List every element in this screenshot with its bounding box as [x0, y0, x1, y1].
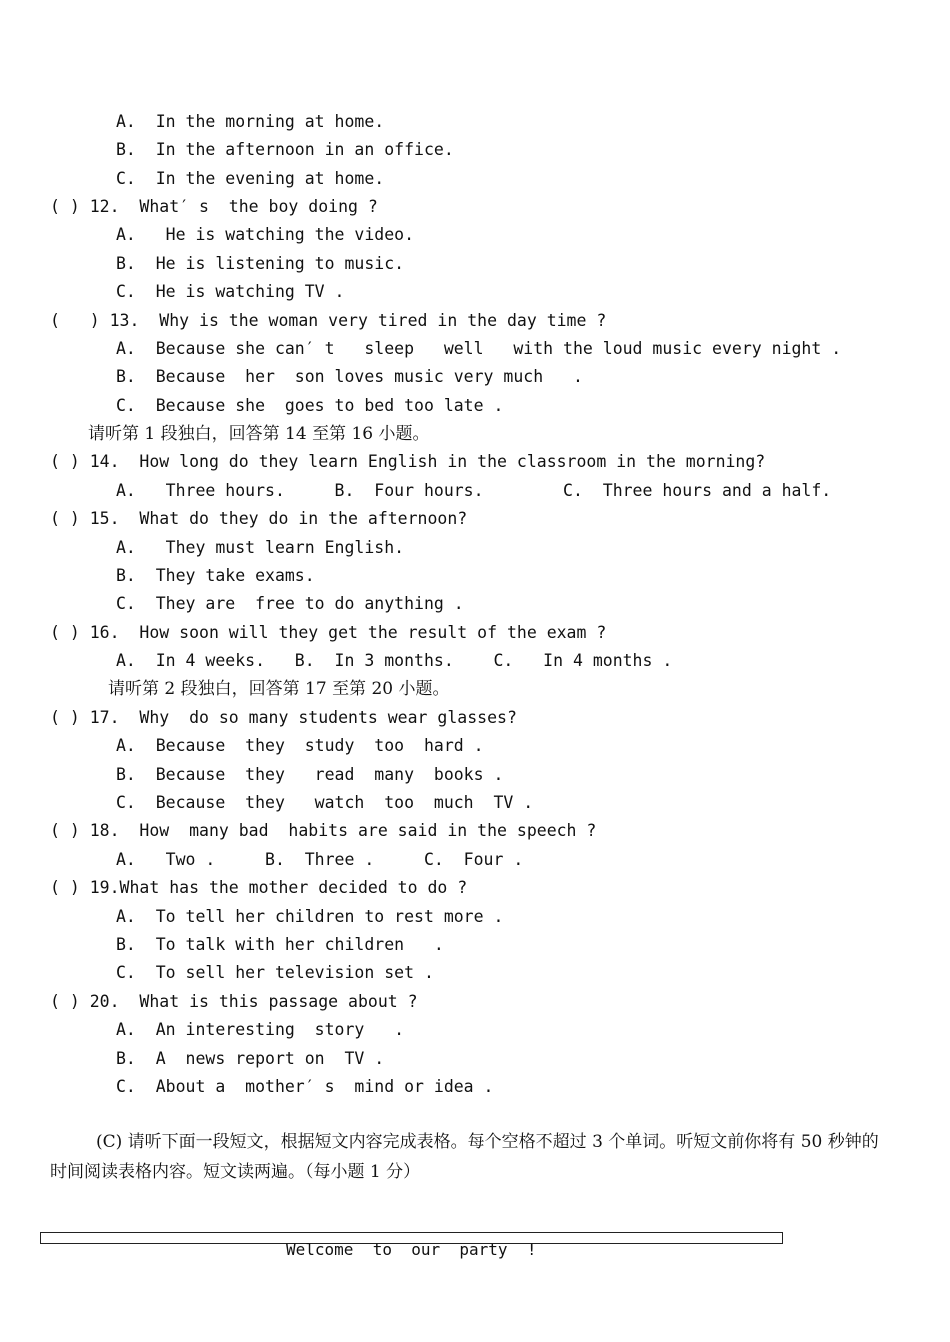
answer-option: C. They are free to do anything . [116, 594, 464, 613]
question-line: ( ) 12. What′ s the boy doing ? [50, 197, 378, 216]
question-line: ( ) 16. How soon will they get the result of the exam ? [50, 623, 607, 642]
section-heading: 请听第 1 段独白，回答第 14 至第 16 小题。 [88, 424, 430, 444]
answer-option: A. Two . B. Three . C. Four . [116, 850, 524, 869]
answer-option: C. Because they watch too much TV . [116, 793, 534, 812]
answer-option: A. An interesting story . [116, 1020, 405, 1039]
question-line: ( ) 20. What is this passage about ? [50, 992, 418, 1011]
question-line: ( ) 14. How long do they learn English in the classroom in the morning? [50, 452, 766, 471]
answer-option: B. They take exams. [116, 566, 315, 585]
answer-option: B. Because they read many books . [116, 765, 504, 784]
answer-option: C. Because she goes to bed too late . [116, 396, 504, 415]
question-line: ( ) 18. How many bad habits are said in the speech ? [50, 821, 597, 840]
answer-option: C. About a mother′ s mind or idea . [116, 1077, 494, 1096]
answer-option: C. In the evening at home. [116, 169, 385, 188]
section-heading: 请听第 2 段独白，回答第 17 至第 20 小题。 [108, 679, 450, 699]
answer-option: B. A news report on TV . [116, 1049, 385, 1068]
answer-option: C. To sell her television set . [116, 963, 434, 982]
answer-option: A. Because they study too hard . [116, 736, 484, 755]
answer-option: A. To tell her children to rest more . [116, 907, 504, 926]
answer-option: A. They must learn English. [116, 538, 405, 557]
table-title: Welcome to our party ! [286, 1240, 537, 1259]
section-c-instructions: (C) 请听下面一段短文，根据短文内容完成表格。每个空格不超过 3 个单词。听短文前你将有 50 秒钟的时间阅读表格内容。短文读两遍。（每小题 1 分） [50, 1132, 879, 1182]
question-line: ( ) 13. Why is the woman very tired in the day time ? [50, 311, 607, 330]
question-line: ( ) 15. What do they do in the afternoon? [50, 509, 468, 528]
answer-option: A. Because she can′ t sleep well with the loud music every night . [116, 339, 842, 358]
answer-option: A. He is watching the video. [116, 225, 415, 244]
answer-option: B. In the afternoon in an office. [116, 140, 454, 159]
answer-option: A. In 4 weeks. B. In 3 months. C. In 4 months . [116, 651, 673, 670]
question-line: ( ) 19.What has the mother decided to do ? [50, 878, 468, 897]
answer-option: C. He is watching TV . [116, 282, 345, 301]
answer-option: A. Three hours. B. Four hours. C. Three hours and a half. [116, 481, 832, 500]
answer-option: B. Because her son loves music very much . [116, 367, 583, 386]
answer-option: B. He is listening to music. [116, 254, 405, 273]
answer-option: B. To talk with her children . [116, 935, 444, 954]
answer-option: A. In the morning at home. [116, 112, 385, 131]
question-line: ( ) 17. Why do so many students wear glasses? [50, 708, 517, 727]
